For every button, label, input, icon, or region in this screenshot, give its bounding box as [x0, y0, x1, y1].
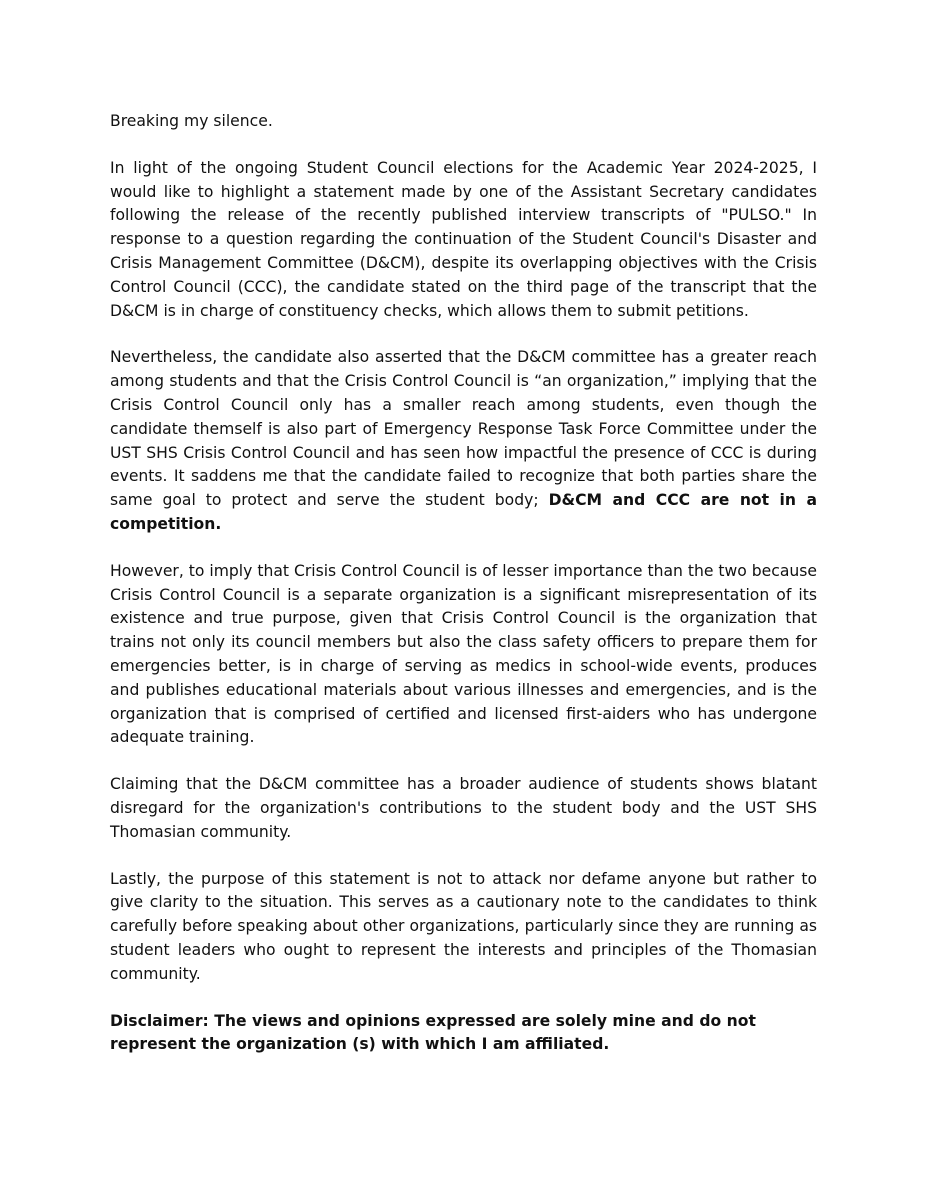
disclaimer: Disclaimer: The views and opinions expressed are solely mine and do not represent the organization (s) with which I am affiliated. — [110, 1011, 756, 1054]
paragraph-3: However, to imply that Crisis Control Council is of lesser importance than the two because Crisis Control Council is a separate organization is a significant misrepresentation of its existence and true purpose, given that Crisis Control Council is the organization that trains not only its council members but also the class safety officers to prepare them for emergencies better, is in charge of serving as medics in school-wide events, produces and publishes educational materials about various illnesses and emergencies, and is the organization that is comprised of certified and licensed first-aiders who has undergone adequate training. — [110, 561, 817, 747]
opening-line: Breaking my silence. — [110, 112, 273, 130]
paragraph-2 — [110, 346, 817, 536]
paragraph-1: In light of the ongoing Student Council elections for the Academic Year 2024-2025, I would like to highlight a statement made by one of the Assistant Secretary candidates following the release of the recently published interview transcripts of "PULSO." In response to a question regarding the continuation of the Student Council's Disaster and Crisis Management Committee (D&CM), despite its overlapping objectives with the Crisis Control Council (CCC), the candidate stated on the third page of the transcript that the D&CM is in charge of constituency checks, which allows them to submit petitions. — [110, 158, 817, 320]
document-body — [110, 110, 817, 1080]
paragraph-5: Lastly, the purpose of this statement is not to attack nor defame anyone but rather to give clarity to the situation. This serves as a cautionary note to the candidates to think carefully before speaking about other organizations, particularly since they are running as student leaders who ought to represent the interests and principles of the Thomasian community. — [110, 869, 817, 983]
paragraph-2-text: Nevertheless, the candidate also asserted that the D&CM committee has a greater reach among students and that the Crisis Control Council is “an organization,” implying that the Crisis Control Council only has a smaller reach among students, even though the candidate themself is also part of Emergency Response Task Force Committee under the UST SHS Crisis Control Council and has seen how impactful the presence of CCC is during events. It saddens me that the candidate failed to recognize that both parties share the same goal to protect and serve the student body; — [110, 348, 817, 510]
paragraph-2-emphasis: D&CM and CCC are not in a competition. — [110, 491, 817, 533]
paragraph-4: Claiming that the D&CM committee has a broader audience of students shows blatant disregard for the organization's contributions to the student body and the UST SHS Thomasian community. — [110, 775, 817, 841]
